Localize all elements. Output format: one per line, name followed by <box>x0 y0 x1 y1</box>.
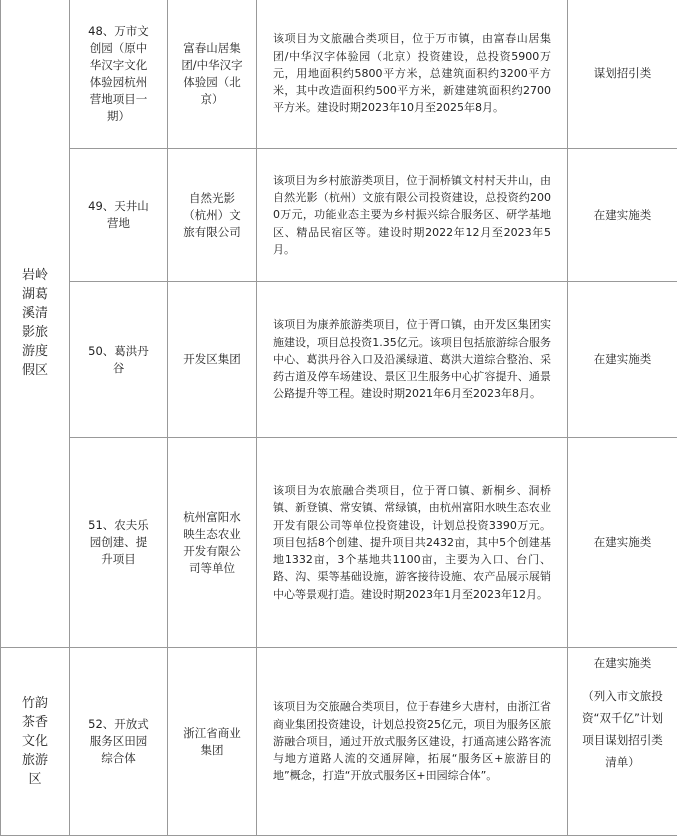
investor-name: 自然光影（杭州）文旅有限公司 <box>179 190 245 241</box>
project-category-note: （列入市文旅投资“双千亿”计划项目谋划招引类清单） <box>579 685 667 773</box>
description-cell <box>257 282 568 438</box>
investor-cell <box>168 0 257 149</box>
project-name-cell <box>70 648 168 836</box>
category-cell <box>568 149 677 282</box>
investor-name: 浙江省商业集团 <box>179 725 245 759</box>
project-name-cell <box>70 0 168 149</box>
project-name: 49、天井山营地 <box>87 198 151 232</box>
table-row <box>1 648 677 836</box>
investor-name: 开发区集团 <box>179 351 245 368</box>
project-name: 50、葛洪丹谷 <box>87 343 151 377</box>
description-cell <box>257 438 568 648</box>
investor-name: 杭州富阳水映生态农业开发有限公司等单位 <box>179 509 245 577</box>
project-description: 该项目为交旅融合类项目，位于春建乡大唐村，由浙江省商业集团投资建设，计划总投资25亿元，项目为服务区旅游融合项目，通过开放式服务区建设，打通高速公路客流与地方道路人流的交通屏障，拓展“服务区+旅游目的地”概念，打造“开放式服务区+田园综合体”。 <box>273 698 551 784</box>
category-cell <box>568 0 677 149</box>
description-cell <box>257 149 568 282</box>
project-name-cell <box>70 438 168 648</box>
project-category: 在建实施类 <box>568 654 677 673</box>
investor-cell <box>168 282 257 438</box>
table-row <box>1 149 677 282</box>
table-row <box>1 438 677 648</box>
category-cell <box>568 282 677 438</box>
table-row <box>1 282 677 438</box>
zone-cell <box>1 0 70 648</box>
zone-cell <box>1 648 70 836</box>
project-name-cell <box>70 149 168 282</box>
project-name: 48、万市文创园（原中华汉字文化体验园杭州营地项目一期） <box>87 23 151 125</box>
description-cell <box>257 648 568 836</box>
project-category: 在建实施类 <box>594 208 652 222</box>
project-name: 52、开放式服务区田园综合体 <box>87 716 151 767</box>
zone-name: 竹韵茶香文化旅游区 <box>20 694 50 789</box>
investor-cell <box>168 648 257 836</box>
investor-cell <box>168 149 257 282</box>
table-row <box>1 0 677 149</box>
project-description: 该项目为农旅融合类项目，位于胥口镇、新桐乡、洞桥镇、新登镇、常安镇、常绿镇，由杭州富阳水映生态农业开发有限公司等单位投资建设，计划总投资3390万元。项目包括8个创建、提升项目共2432亩，其中5个创建基地1332亩，3个基地共1100亩，主要为入口、台门、路、沟、渠等基础设施，游客接待设施、农产品展示展销中心等景观打造。建设时期2023年1月至2023年12月。 <box>273 482 551 602</box>
description-cell <box>257 0 568 149</box>
project-description: 该项目为文旅融合类项目，位于万市镇，由富春山居集团/中华汉字体验园（北京）投资建设，总投资5900万元，用地面积约5800平方米，总建筑面积约3200平方米，其中改造面积约500平方米，新建建筑面积约2700平方米。建设时期2023年10月至2025年8月。 <box>273 30 551 116</box>
project-description: 该项目为康养旅游类项目，位于胥口镇，由开发区集团实施建设，项目总投资1.35亿元。该项目包括旅游综合服务中心、葛洪丹谷入口及沿溪绿道、葛洪大道综合整治、采药古道及停车场建设、景区卫生服务中心扩容提升、通景公路提升等工程。建设时期2021年6月至2023年8月。 <box>273 316 551 402</box>
project-description: 该项目为乡村旅游类项目，位于洞桥镇文村村天井山，由自然光影（杭州）文旅有限公司投资建设，总投资约2000万元，功能业态主要为乡村振兴综合服务区、研学基地区、精品民宿区等。建设时期2022年12月至2023年5月。 <box>273 172 551 258</box>
project-name-cell <box>70 282 168 438</box>
category-cell <box>568 648 677 836</box>
investor-name: 富春山居集团/中华汉字体验园（北京） <box>179 40 245 108</box>
investor-cell <box>168 438 257 648</box>
zone-name: 岩岭湖葛溪清影旅游度假区 <box>20 266 50 380</box>
project-category: 谋划招引类 <box>594 66 652 80</box>
project-category: 在建实施类 <box>594 352 652 366</box>
category-cell <box>568 438 677 648</box>
project-name: 51、农夫乐园创建、提升项目 <box>87 517 151 568</box>
project-category: 在建实施类 <box>594 535 652 549</box>
